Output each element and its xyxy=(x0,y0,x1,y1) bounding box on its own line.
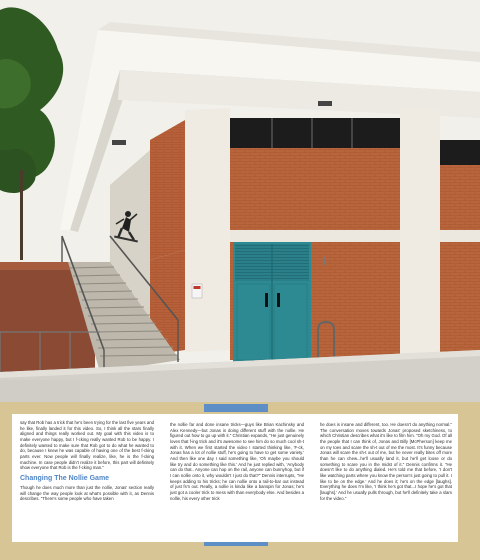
article-column-2 xyxy=(170,422,304,501)
article-column-1 xyxy=(20,420,154,502)
article-text-box xyxy=(12,414,458,542)
blue-tab-top xyxy=(204,404,268,412)
article-paragraph: the nollie far and done insane tricks—guys like Brian Kachinsky and Alex Kennedy—but Jonas is doing different stuff with the nollie. He figured out how to go up with it." Christian expands, "He just genuinely loves that f-ing trick and it's awesome to see him do so much cool sh-t with it. When we first started the video I started thinking like, 'F-ck, Jonas has a lot of nollie stuff, he's going to have to get some variety.' And then like one day I said something like, 'Oh maybe you should like try and do something like this.' And he just replied with, 'Anybody can do that.. Anyone can hop on the rail, anyone can bunnyhop, but if I can nollie onto it, why wouldn't I just do that?" Dennis interrupts, "He keeps adding to his tricks; he can nollie onto a rail-to-bar out instead of just fs'n out. Really, a nollie is kinda like a banspin for Jonas; he's just got a cooler trick to mess with than everybody else. And besides a nollie, his every other trick xyxy=(170,422,304,501)
soffit-light xyxy=(318,101,332,106)
article-paragraph: Though he does much more than just the nollie, Jonas' section really will change the way people look at what's possible with it, as Dennis describes. "There's some people who have taken xyxy=(20,484,154,502)
double-door xyxy=(233,242,311,363)
article-column-3 xyxy=(320,422,452,501)
article-paragraph: say that Rob has a trick that he's been trying for the last five years and he like, finally landed it for this video. So, I think all the stars finally aligned and things really worked out. My goal with this video is to make everyone happy, but I f-cking really wanted Rob to be happy. I definitely wanted to make sure that Rob got to do what he wanted to do, because I knew he was capable of having one of the best f-cking parts ever. Now people will finally realize, like, he is the f-cking machine. In case people didn't realize it before, this part will definitely show everyone that Rob is the f-cking man." xyxy=(20,420,154,471)
article-subheading: Changing The Nollie Game xyxy=(20,474,110,482)
article-paragraph: he does is insane and different, too. He doesn't do anything normal." The conversation moves towards Jonas' proposed sketchiness, to which Christian describes what it's like to film him. "Oh my God. Of all the people that I can think of, Jonas and Billy [McPherson] keep me on my toes and scare the sh-t out of me the most. It's funny because Jonas will scare the sh-t out of me, but he never really bites off more than he can chew...he'll usually land it, but he'll get loose or do something to scare you in the midst of it." Dennis confirms it. "He doesn't like to do anything dialed. He's told me that before, 'I don't like watching parts where you know the person's just going to pull it. I like to be on the edge.' And he does it; he's on the edge [laughs]. Everything he does I'm like, 'I think he's got that...I hope he's got that [laughs].' And he usually pulls through, but he'll definitely take a slam for the video." xyxy=(320,422,453,501)
soffit-light xyxy=(112,140,126,145)
